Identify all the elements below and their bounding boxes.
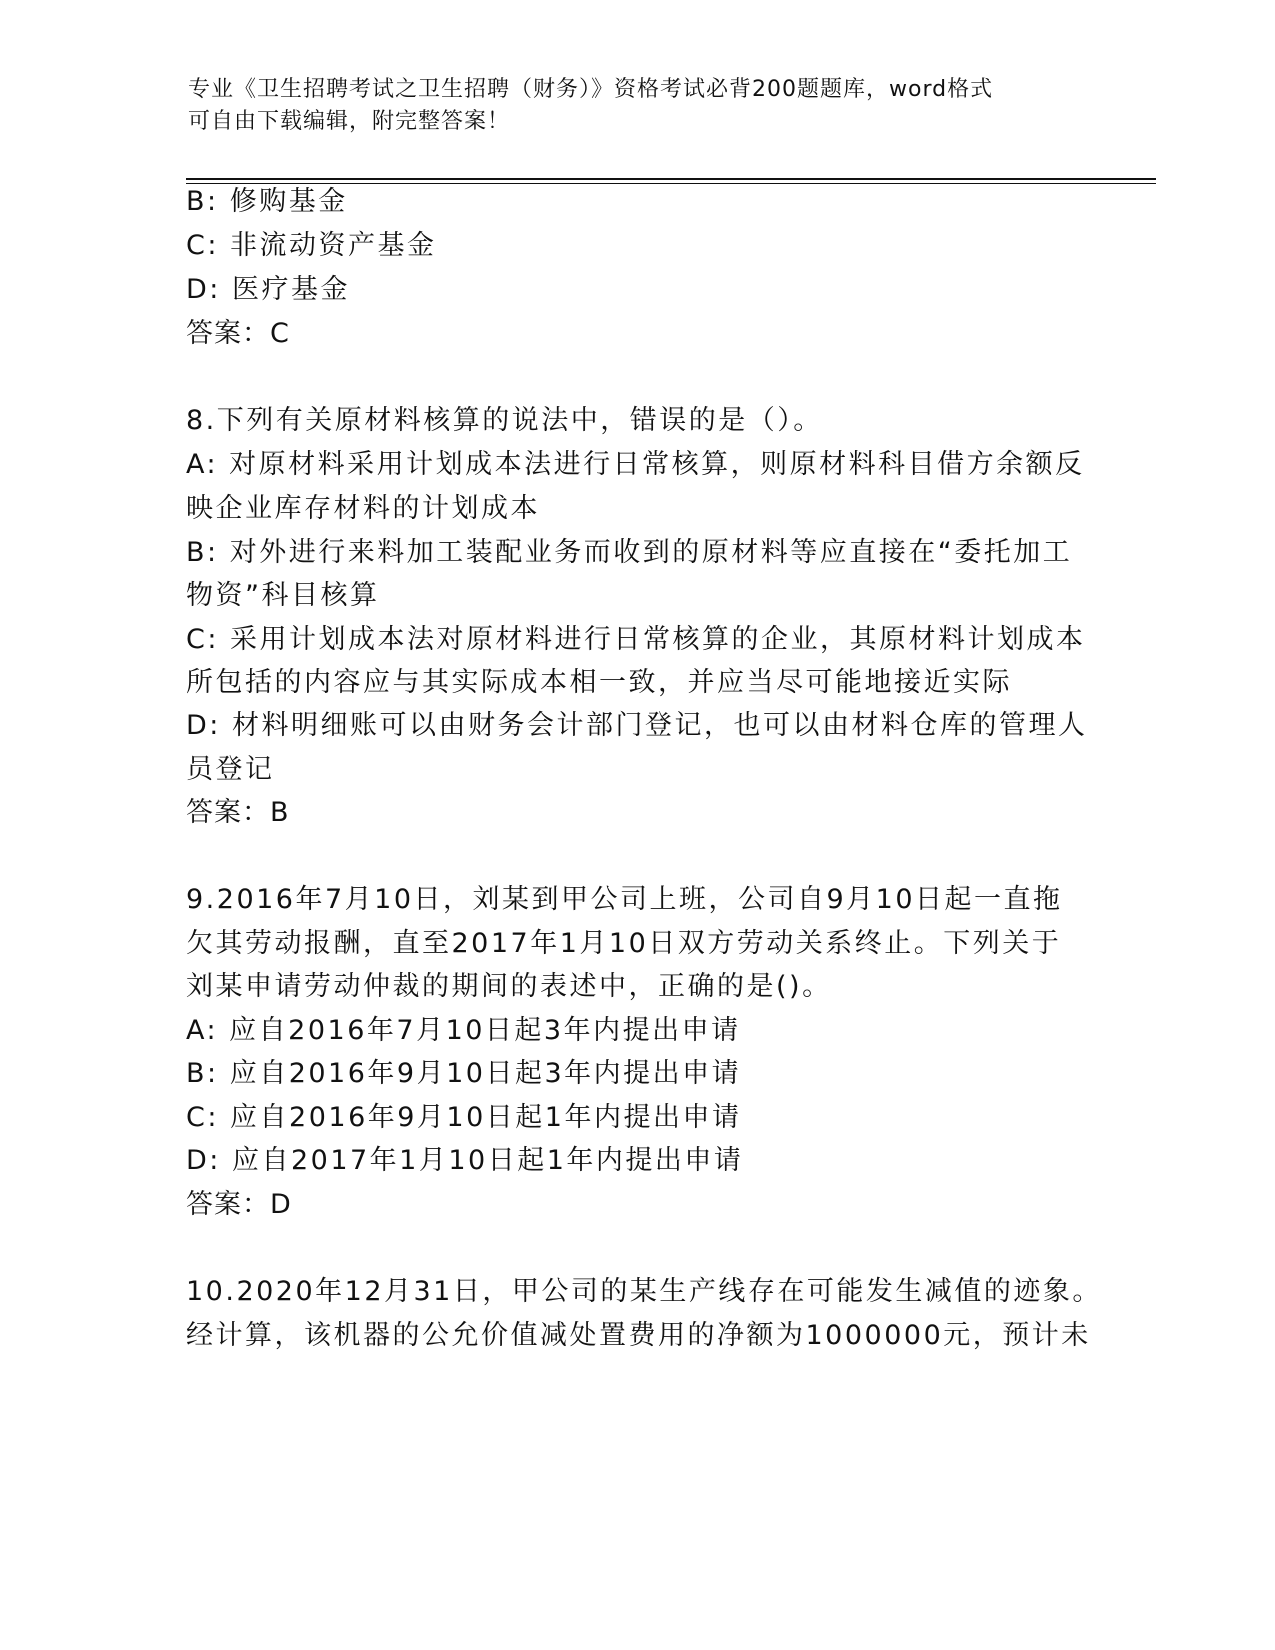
q7-option-c: C: 非流动资产基金 <box>186 230 437 261</box>
q8-stem: 8.下列有关原材料核算的说法中，错误的是（）。 <box>186 405 823 436</box>
q8-option-a-line-2: 映企业库存材料的计划成本 <box>186 493 540 524</box>
q9-stem-line-3: 刘某申请劳动仲裁的期间的表述中，正确的是()。 <box>186 971 832 1002</box>
q8-option-c-line-1: C: 采用计划成本法对原材料进行日常核算的企业，其原材料计划成本 <box>186 624 1086 655</box>
q9-option-b: B: 应自2016年9月10日起3年内提出申请 <box>186 1058 742 1089</box>
q8-option-d-line-1: D: 材料明细账可以由财务会计部门登记，也可以由材料仓库的管理人 <box>186 710 1088 741</box>
document-header <box>188 74 1068 138</box>
q7-answer: 答案：C <box>186 318 290 349</box>
q8-option-b-line-2: 物资”科目核算 <box>186 580 380 611</box>
q8-option-c-line-2: 所包括的内容应与其实际成本相一致，并应当尽可能地接近实际 <box>186 667 1012 698</box>
q9-answer: 答案：D <box>186 1189 292 1220</box>
q7-option-d: D: 医疗基金 <box>186 274 350 305</box>
q9-stem-line-1: 9.2016年7月10日，刘某到甲公司上班，公司自9月10日起一直拖 <box>186 884 1063 915</box>
q10-stem-line-1: 10.2020年12月31日，甲公司的某生产线存在可能发生减值的迹象。 <box>186 1276 1102 1307</box>
header-title-line-1: 专业《卫生招聘考试之卫生招聘（财务）》资格考试必背200题题库，word格式 <box>188 77 994 102</box>
q8-option-a-line-1: A: 对原材料采用计划成本法进行日常核算，则原材料科目借方余额反 <box>186 449 1085 480</box>
header-title-line-2: 可自由下载编辑，附完整答案！ <box>188 109 511 134</box>
q9-option-a: A: 应自2016年7月10日起3年内提出申请 <box>186 1015 741 1046</box>
q7-option-b: B: 修购基金 <box>186 186 348 217</box>
q8-answer: 答案：B <box>186 797 290 828</box>
q9-option-c: C: 应自2016年9月10日起1年内提出申请 <box>186 1102 742 1133</box>
q8-option-d-line-2: 员登记 <box>186 754 275 785</box>
q9-option-d: D: 应自2017年1月10日起1年内提出申请 <box>186 1145 744 1176</box>
q8-option-b-line-1: B: 对外进行来料加工装配业务而收到的原材料等应直接在“委托加工 <box>186 537 1073 568</box>
q9-stem-line-2: 欠其劳动报酬，直至2017年1月10日双方劳动关系终止。下列关于 <box>186 928 1062 959</box>
header-divider-thick <box>186 178 1156 180</box>
q10-stem-line-2: 经计算，该机器的公允价值减处置费用的净额为1000000元，预计未 <box>186 1320 1091 1351</box>
